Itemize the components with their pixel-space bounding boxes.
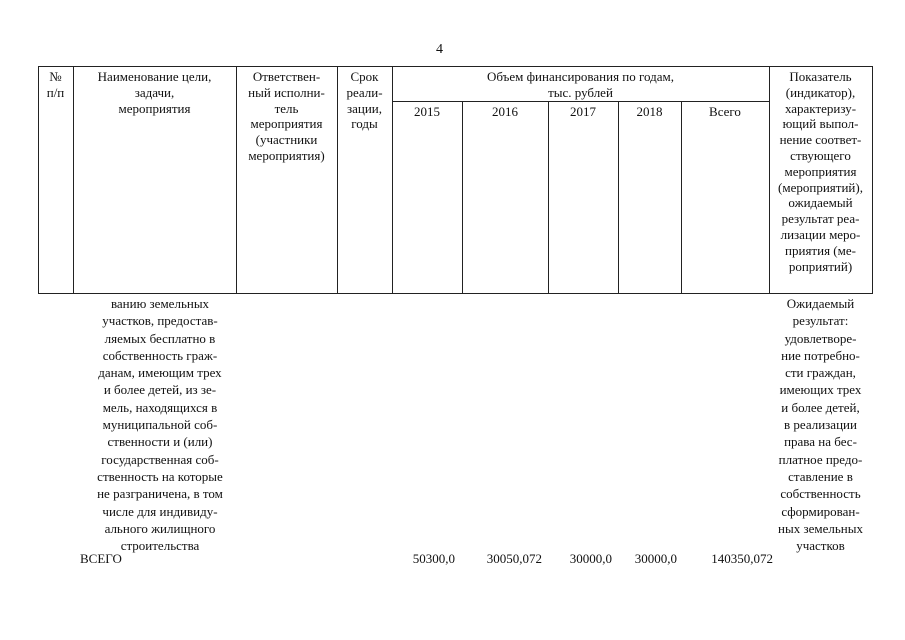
- header-col-name: Наименование цели, задачи, мероприятия: [97, 69, 212, 116]
- header-col-number: № п/п: [46, 69, 65, 100]
- funding-subheader-line: [392, 101, 769, 102]
- page-number: 4: [436, 42, 443, 57]
- total-all-years: 140350,072: [711, 551, 773, 566]
- header-col-term: Срок реали- зации, годы: [346, 69, 383, 132]
- header-year-2015: 2015: [414, 104, 440, 119]
- col-border-5: [462, 101, 463, 294]
- col-border-10: [872, 66, 873, 294]
- total-2017: 30000,0: [569, 551, 612, 566]
- name-continuation-text: ванию земельных участков, предостав- ляемых бесплатно в собственность граж- данам, имеющим трех и более детей, из зе- мель, находящихся в муниципальной соб- ственности и (или) государственная соб- ственность на которые не разграничена, в том числе для индивиду- ального жилищного строительства: [97, 296, 223, 554]
- col-border-7: [618, 101, 619, 294]
- header-year-2017: 2017: [570, 104, 596, 119]
- header-col-responsible: Ответствен- ный исполни- тель мероприятия (участники мероприятия): [248, 69, 325, 163]
- header-year-2016: 2016: [492, 104, 518, 119]
- header-bottom-border: [38, 293, 872, 294]
- col-border-8: [681, 101, 682, 294]
- header-year-total: Всего: [709, 104, 741, 119]
- col-border-6: [548, 101, 549, 294]
- header-year-2018: 2018: [636, 104, 663, 119]
- total-2018: 30000,0: [634, 551, 677, 566]
- total-2015: 50300,0: [412, 551, 455, 566]
- total-row-label: ВСЕГО: [80, 551, 122, 566]
- header-col-funding: Объем финансирования по годам, тыс. рублей: [486, 69, 675, 100]
- indicator-continuation-text: Ожидаемый результат: удовлетворе- ние потребно- сти граждан, имеющих трех и более детей, в реализации права на бес- платное предо- ставление в собственность сформирован- ных земельных участков: [778, 296, 863, 554]
- total-2016: 30050,072: [486, 551, 542, 566]
- table-top-border: [38, 66, 872, 67]
- header-col-indicator: Показатель (индикатор), характеризу- ющий выпол- нение соответ- ствующего мероприятия (мероприятий), ожидаемый результат реа- лизации меро- приятия (ме- роприятий): [778, 69, 863, 274]
